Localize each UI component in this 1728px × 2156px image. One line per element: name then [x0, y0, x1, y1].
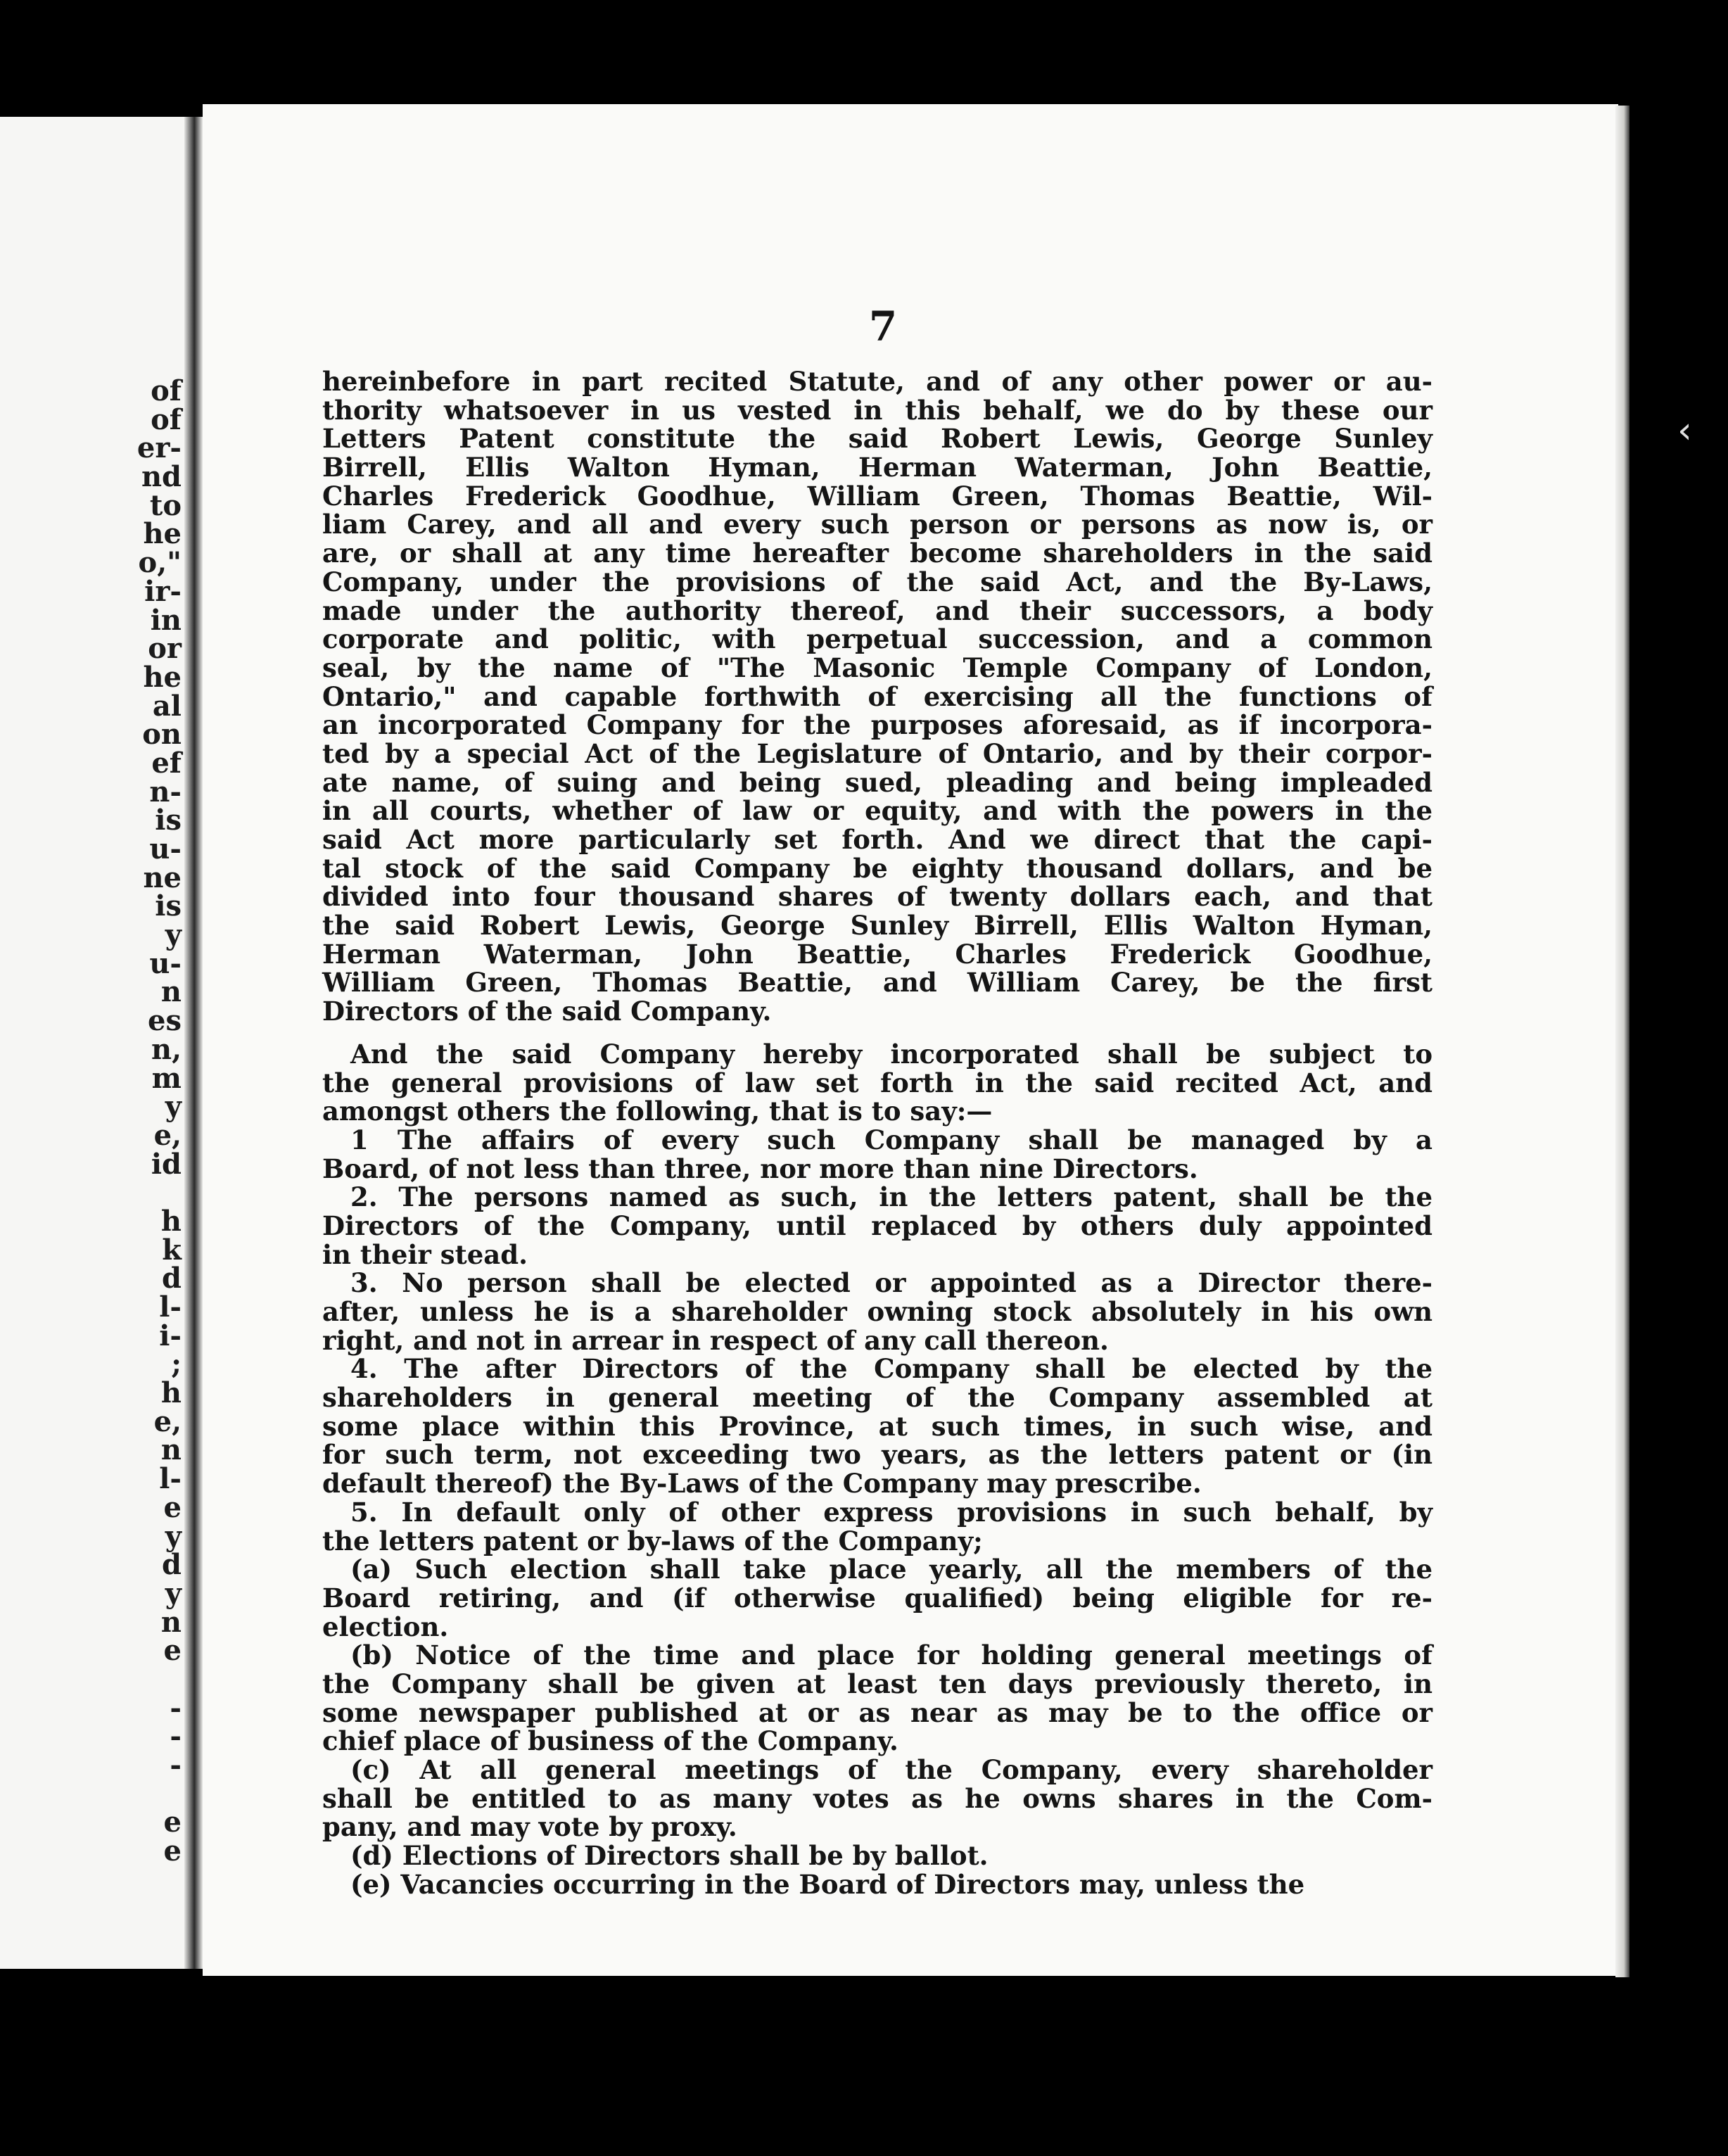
paragraph	[322, 1355, 1432, 1497]
paragraph	[322, 1555, 1432, 1641]
text-line: Ontario," and capable forthwith of exercising all the functions of	[322, 680, 1432, 712]
text-line: in all courts, whether of law or equity, and with the powers in the	[322, 795, 1432, 827]
left-edge-fragment: h	[160, 1376, 182, 1410]
left-edge-fragment: or	[148, 632, 182, 666]
text-line: William Green, Thomas Beattie, and William Carey, be the first	[322, 967, 1432, 998]
text-line: pany, and may vote by proxy.	[322, 1811, 737, 1843]
text-line: hereinbefore in part recited Statute, and of any other power or au-	[322, 366, 1432, 397]
left-edge-fragment: u-	[149, 946, 182, 980]
text-line: Board, of not less than three, nor more than nine Directors.	[322, 1153, 1198, 1184]
left-edge-fragment: n,	[151, 1032, 182, 1066]
text-line: some place within this Province, at such times, in such wise, and	[322, 1410, 1432, 1442]
left-page-edge-text	[136, 374, 182, 1868]
text-line: 2. The persons named as such, in the letters patent, shall be the	[350, 1181, 1432, 1213]
left-edge-fragment: k	[162, 1233, 182, 1267]
text-line: in their stead.	[322, 1238, 528, 1270]
text-line: tal stock of the said Company be eighty thousand dollars, and be	[322, 852, 1432, 884]
left-edge-fragment: -	[170, 1691, 182, 1725]
left-edge-fragment: is	[155, 889, 182, 923]
text-line: 1 The affairs of every such Company shall be managed by a	[350, 1124, 1432, 1155]
left-edge-fragment: e,	[153, 1404, 182, 1438]
text-line: right, and not in arrear in respect of any call thereon.	[322, 1324, 1109, 1356]
text-line: divided into four thousand shares of twenty dollars each, and that	[322, 881, 1432, 913]
text-line: Board retiring, and (if otherwise qualified) being eligible for re-	[322, 1582, 1432, 1613]
text-line: election.	[322, 1611, 449, 1642]
text-line: Directors of the said Company.	[322, 996, 772, 1027]
text-line: the said Robert Lewis, George Sunley Birrell, Ellis Walton Hyman,	[322, 910, 1432, 941]
left-edge-fragment: d	[162, 1262, 182, 1295]
left-edge-fragment: nd	[141, 460, 182, 494]
left-edge-fragment: ef	[151, 746, 182, 780]
text-line: the general provisions of law set forth in the said recited Act, and	[322, 1067, 1432, 1098]
left-edge-fragment	[137, 1780, 182, 1809]
text-line: (c) At all general meetings of the Company, every shareholder	[350, 1754, 1432, 1785]
text-line: (e) Vacancies occurring in the Board of Directors may, unless the	[350, 1868, 1305, 1900]
text-line: the letters patent or by-laws of the Company;	[322, 1525, 983, 1556]
text-line: seal, by the name of "The Masonic Temple Company of London,	[322, 652, 1432, 683]
left-edge-fragment: id	[151, 1147, 182, 1181]
left-page	[0, 117, 184, 1969]
left-edge-fragment: d	[162, 1548, 182, 1582]
text-line: 3. No person shall be elected or appointed as a Director there-	[350, 1267, 1432, 1299]
left-edge-fragment: -	[170, 1720, 182, 1754]
left-edge-fragment: es	[148, 1004, 182, 1038]
paragraph	[322, 1641, 1432, 1756]
right-page-edge	[1615, 106, 1629, 1977]
left-edge-fragment: al	[152, 689, 182, 723]
paragraph	[322, 1498, 1432, 1555]
text-line: 5. In default only of other express provisions in such behalf, by	[350, 1496, 1432, 1528]
left-edge-fragment: to	[149, 488, 182, 522]
text-line: for such term, not exceeding two years, as the letters patent or (in	[322, 1439, 1432, 1471]
left-edge-fragment	[137, 1179, 182, 1207]
paragraph	[322, 1870, 1432, 1899]
left-edge-fragment: e	[163, 1806, 182, 1839]
text-line: Birrell, Ellis Walton Hyman, Herman Waterman, John Beattie,	[322, 452, 1432, 483]
text-line: 4. The after Directors of the Company shall be elected by the	[350, 1353, 1432, 1385]
left-edge-fragment: h	[160, 1204, 182, 1238]
left-edge-fragment: o,"	[138, 546, 182, 580]
left-edge-fragment: m	[151, 1061, 182, 1095]
text-line: Company, under the provisions of the said Act, and the By-Laws,	[322, 566, 1432, 597]
left-edge-fragment: e,	[153, 1118, 182, 1152]
text-line: corporate and politic, with perpetual succession, and a common	[322, 623, 1432, 655]
text-line: Directors of the Company, until replaced by others duly appointed	[322, 1210, 1432, 1241]
body-text	[322, 367, 1432, 1898]
paragraph	[322, 1126, 1432, 1183]
text-line: shareholders in general meeting of the Company assembled at	[322, 1382, 1432, 1414]
left-edge-fragment: is	[155, 804, 182, 837]
left-edge-fragment: n	[160, 1605, 182, 1639]
left-edge-fragment: e	[163, 1834, 182, 1868]
text-line: liam Carey, and all and every such person or persons as now is, or	[322, 509, 1432, 540]
left-edge-fragment: y	[165, 1519, 182, 1553]
paragraph	[322, 367, 1432, 1026]
text-line: Letters Patent constitute the said Robert Lewis, George Sunley	[322, 423, 1432, 455]
left-edge-fragment: e	[163, 1634, 182, 1668]
left-edge-fragment: he	[143, 517, 182, 551]
paragraph-gap	[322, 1026, 1432, 1040]
left-edge-fragment: u-	[149, 832, 182, 865]
left-edge-fragment	[137, 1666, 182, 1694]
text-line: default thereof) the By-Laws of the Company may prescribe.	[322, 1468, 1202, 1499]
left-edge-fragment: of	[151, 402, 182, 436]
text-line: the Company shall be given at least ten days previously thereto, in	[322, 1668, 1432, 1699]
left-edge-fragment: he	[143, 660, 182, 694]
text-line: (a) Such election shall take place yearly, all the members of the	[350, 1554, 1432, 1585]
text-line: (b) Notice of the time and place for holding general meetings of	[350, 1640, 1432, 1671]
left-edge-fragment: y	[165, 918, 182, 952]
text-line: shall be entitled to as many votes as he owns shares in the Com-	[322, 1782, 1432, 1814]
scan-margin-mark: ‹	[1677, 410, 1692, 452]
left-edge-fragment: n	[160, 975, 182, 1009]
left-edge-fragment: ne	[143, 861, 182, 894]
left-edge-fragment: y	[165, 1090, 182, 1124]
left-edge-fragment: n	[160, 1433, 182, 1467]
left-edge-fragment: y	[165, 1576, 182, 1610]
paragraph	[322, 1269, 1432, 1355]
left-edge-fragment: -	[170, 1749, 182, 1782]
left-edge-fragment: of	[151, 374, 182, 407]
text-line: said Act more particularly set forth. And we direct that the capi-	[322, 824, 1432, 855]
left-edge-fragment: in	[150, 603, 182, 637]
text-line: ate name, of suing and being sued, pleading and being impleaded	[322, 766, 1432, 798]
page-number: 7	[868, 303, 898, 350]
text-line: made under the authority thereof, and their successors, a body	[322, 595, 1432, 626]
paragraph	[322, 1183, 1432, 1269]
text-line: are, or shall at any time hereafter become shareholders in the said	[322, 538, 1432, 569]
text-line: amongst others the following, that is to say:—	[322, 1096, 993, 1127]
text-line: And the said Company hereby incorporated shall be subject to	[350, 1038, 1432, 1070]
book-gutter	[184, 117, 203, 1969]
left-edge-fragment: ir-	[144, 574, 182, 608]
left-edge-fragment: l-	[159, 1462, 182, 1496]
paragraph	[322, 1040, 1432, 1126]
text-line: (d) Elections of Directors shall be by ballot.	[350, 1840, 989, 1872]
left-edge-fragment: er-	[136, 431, 182, 465]
text-line: chief place of business of the Company.	[322, 1725, 898, 1757]
text-line: Charles Frederick Goodhue, William Green, Thomas Beattie, Wil-	[322, 480, 1432, 512]
left-edge-fragment: e	[163, 1490, 182, 1524]
left-edge-fragment: n-	[149, 775, 182, 808]
paragraph	[322, 1756, 1432, 1841]
text-line: ted by a special Act of the Legislature of Ontario, and by their corpor-	[322, 737, 1432, 769]
text-line: an incorporated Company for the purposes aforesaid, as if incorpora-	[322, 709, 1432, 741]
text-line: thority whatsoever in us vested in this behalf, we do by these our	[322, 394, 1432, 426]
text-line: Herman Waterman, John Beattie, Charles Frederick Goodhue,	[322, 938, 1432, 970]
text-line: some newspaper published at or as near as may be to the office or	[322, 1697, 1432, 1728]
text-line: after, unless he is a shareholder owning stock absolutely in his own	[322, 1296, 1432, 1327]
paragraph	[322, 1841, 1432, 1870]
left-edge-fragment: i-	[159, 1319, 182, 1352]
left-edge-fragment: on	[142, 718, 182, 752]
left-edge-fragment: ;	[171, 1348, 182, 1381]
left-edge-fragment: l-	[159, 1291, 182, 1324]
